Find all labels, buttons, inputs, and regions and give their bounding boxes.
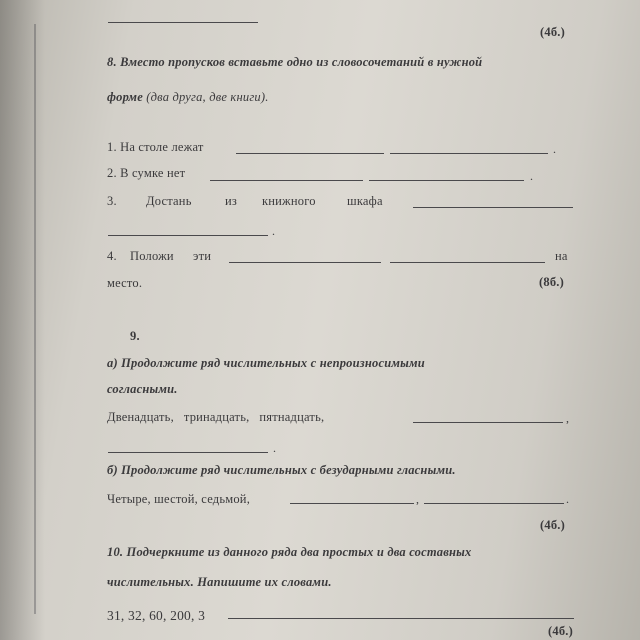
- answer-line-8-4b[interactable]: [390, 262, 545, 263]
- task10-points: (4б.): [548, 624, 573, 638]
- answer-line-8-1a[interactable]: [236, 153, 384, 154]
- answer-line-8-3b[interactable]: [108, 235, 268, 236]
- answer-line-top: [108, 22, 258, 23]
- task8-hint: (два друга, две книги).: [146, 90, 269, 104]
- task9b-heading: б) Продолжите ряд числительных с безударными гласными.: [107, 463, 456, 477]
- task8-points: (8б.): [539, 275, 564, 289]
- task8-item4-w2: эти: [193, 249, 212, 263]
- task8-heading-line2: форме (два друга, две книги).: [107, 90, 269, 104]
- top-points: (4б.): [540, 25, 565, 39]
- task8-item3-w2: из: [225, 194, 238, 208]
- task8-item4-end: на: [555, 249, 568, 263]
- task9-points: (4б.): [540, 518, 565, 532]
- answer-line-9b-2[interactable]: [424, 503, 564, 504]
- task10-heading: 10. Подчеркните из данного ряда два простых и два составных: [107, 545, 472, 559]
- task8-item3-num: 3.: [107, 194, 117, 208]
- margin-line: [34, 24, 36, 614]
- answer-line-8-3a[interactable]: [413, 207, 573, 208]
- task8-item4-num: 4.: [107, 249, 117, 263]
- task8-heading: 8. Вместо пропусков вставьте одно из словосочетаний в нужной: [107, 55, 483, 69]
- task8-item1: 1. На столе лежат: [107, 140, 204, 154]
- answer-line-8-4a[interactable]: [229, 262, 381, 263]
- task8-item4-w1: Положи: [130, 249, 174, 263]
- task8-item3-w3: книжного: [262, 194, 316, 208]
- task8-item4-last: место.: [107, 276, 143, 290]
- task8-item3-w4: шкафа: [347, 194, 383, 208]
- answer-line-10[interactable]: [228, 618, 574, 619]
- task9a-heading-line2: согласными.: [107, 382, 178, 396]
- task9a-heading: а) Продолжите ряд числительных с непроизносимыми: [107, 356, 425, 370]
- task9-number: 9.: [130, 329, 140, 343]
- page-shadow: [0, 0, 45, 640]
- worksheet-page: (4б.) 8. Вместо пропусков вставьте одно из словосочетаний в нужной форме (два друга, две книги). 1. На столе лежат . 2. В сумке нет . 3. Достань из книжного шкафа . 4. Положи эти на место. (8б.) 9. а) Продолжите ряд числительных с непроизносимыми согласными. Двенадцать, тринадцать, пятнадцать, , . б) Продолжите ряд числительных с безударными гласными. Четыре, шестой, седьмой, , . (4б.) 10. Подчеркните из данного ряда два простых и два составных числительных. Напишите их словами. 31, 32, 60, 200, 3 (4б.): [0, 0, 640, 640]
- task8-item2: 2. В сумке нет: [107, 166, 186, 180]
- answer-line-8-2a[interactable]: [210, 180, 363, 181]
- answer-line-8-1b[interactable]: [390, 153, 548, 154]
- answer-line-9a-1[interactable]: [413, 422, 563, 423]
- answer-line-9a-2[interactable]: [108, 452, 268, 453]
- task8-item3-w1: Достань: [146, 194, 192, 208]
- task9b-series: Четыре, шестой, седьмой,: [107, 492, 251, 506]
- answer-line-9b-1[interactable]: [290, 503, 414, 504]
- task10-numbers: 31, 32, 60, 200, 3: [107, 608, 206, 623]
- task9a-series: Двенадцать, тринадцать, пятнадцать,: [107, 410, 325, 424]
- answer-line-8-2b[interactable]: [369, 180, 524, 181]
- task10-heading-line2: числительных. Напишите их словами.: [107, 575, 332, 589]
